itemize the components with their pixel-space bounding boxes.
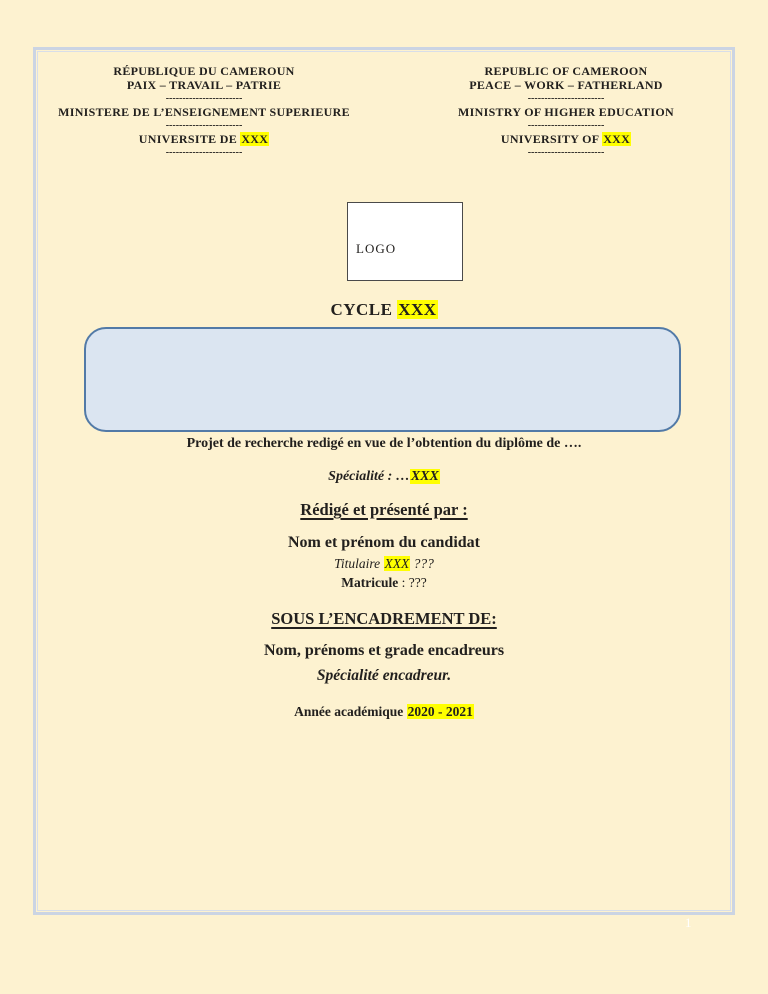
- separator-dashes: -----------------------: [165, 93, 243, 104]
- page-content-area: [37, 51, 731, 911]
- university-placeholder-fr: XXX: [241, 132, 269, 146]
- titulaire-suffix: ???: [410, 556, 434, 571]
- cycle-placeholder: XXX: [398, 300, 437, 319]
- supervision-heading: SOUS L’ENCADREMENT DE:: [271, 609, 497, 628]
- motto-line-en: PEACE – WORK – FATHERLAND: [469, 78, 663, 92]
- supervisor-specialty-line: Spécialité encadreur.: [316, 667, 452, 684]
- page-number: 1: [685, 915, 692, 930]
- ministry-line-en: MINISTRY OF HIGHER EDUCATION: [458, 105, 674, 119]
- specialty-prefix: Spécialité : …: [328, 469, 410, 484]
- specialty-line: [38, 469, 730, 485]
- logo-placeholder-box: [347, 202, 463, 281]
- cycle-line: [38, 300, 730, 320]
- supervisors-line: Nom, prénoms et grade encadreurs: [263, 642, 505, 659]
- matricule-line: [38, 575, 730, 591]
- motto-line-fr: PAIX – TRAVAIL – PATRIE: [126, 78, 282, 92]
- republic-line-fr: RÉPUBLIQUE DU CAMEROUN: [113, 64, 295, 78]
- university-prefix-fr: UNIVERSITE DE: [138, 132, 241, 146]
- university-line-fr: [56, 132, 352, 146]
- separator-dashes: -----------------------: [527, 93, 605, 104]
- titulaire-prefix: Titulaire: [334, 556, 384, 571]
- titulaire-line: [38, 556, 730, 572]
- academic-year-line: [38, 704, 730, 720]
- matricule-label: Matricule: [341, 575, 399, 590]
- cycle-prefix: CYCLE: [330, 300, 398, 319]
- matricule-value: : ???: [398, 575, 427, 590]
- separator-dashes: -----------------------: [165, 120, 243, 131]
- titulaire-placeholder: XXX: [384, 556, 410, 571]
- candidate-name-line: Nom et prénom du candidat: [287, 534, 480, 551]
- academic-year-prefix: Année académique: [294, 704, 407, 719]
- university-prefix-en: UNIVERSITY OF: [500, 132, 603, 146]
- page-border-frame: [33, 47, 735, 915]
- header-french: [56, 64, 352, 159]
- university-placeholder-en: XXX: [603, 132, 631, 146]
- separator-dashes: -----------------------: [165, 147, 243, 158]
- separator-dashes: -----------------------: [527, 120, 605, 131]
- specialty-placeholder: XXX: [410, 469, 439, 484]
- separator-dashes: -----------------------: [527, 147, 605, 158]
- project-description-line: Projet de recherche redigé en vue de l’obtention du diplôme de ….: [186, 436, 582, 451]
- university-line-en: [438, 132, 694, 146]
- academic-year-placeholder: 2020 - 2021: [407, 704, 473, 719]
- header-english: [438, 64, 694, 159]
- logo-label: LOGO: [356, 241, 397, 256]
- presented-by-heading: Rédigé et présenté par :: [300, 500, 468, 519]
- ministry-line-fr: MINISTERE DE L’ENSEIGNEMENT SUPERIEURE: [58, 105, 350, 119]
- republic-line-en: REPUBLIC OF CAMEROON: [484, 64, 648, 78]
- thesis-title-box: [84, 327, 681, 432]
